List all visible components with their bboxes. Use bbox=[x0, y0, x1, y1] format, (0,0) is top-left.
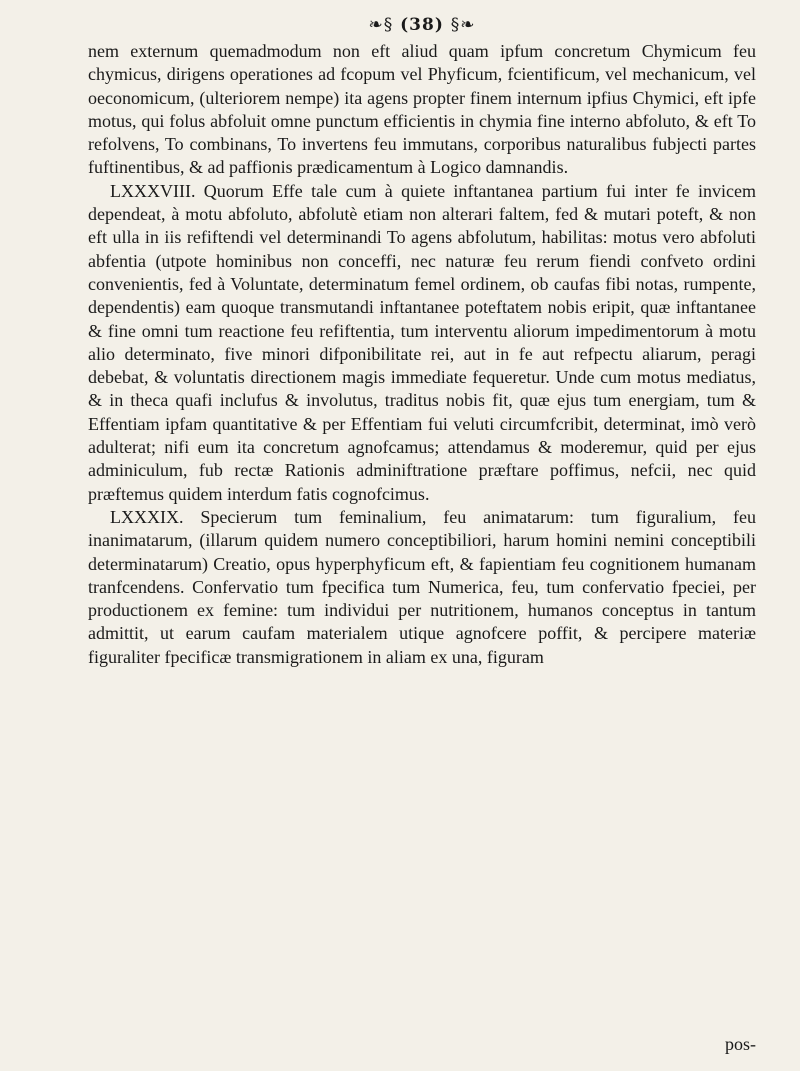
body-text bbox=[88, 40, 756, 669]
paragraph-lxxxix: LXXXIX. Specierum tum feminalium, feu animatarum: tum figuralium, feu inanimatarum, (illarum quidem numero conceptibiliori, harum homini nemini conceptibili determinatarum) Creatio, opus hyperphyficum eft, & fapientiam feu cognitionem humanam tranfcendens. Confervatio tum fpecifica tum Numerica, feu, tum confervatio fpeciei, per productionem ex femine: tum individui per nutritionem, humanos conceptus in tantum admittit, ut earum caufam materialem utique agnofcere poffit, & percipere materiæ figuraliter fpecificæ transmigrationem in aliam ex una, figuram bbox=[88, 506, 756, 667]
paragraph-lxxxviii: LXXXVIII. Quorum Effe tale cum à quiete inftantanea partium fui inter fe invicem dependeat, à motu abfoluto, abfolutè etiam non alterari faltem, fed & mutari poteft, & non eft ulla in iis refiftendi vel determinandi To agens abfolutum, habilitas: motus vero abfoluti abfentia (utpote hominibus non conceffi, nec naturæ feu rerum fiendi confveto ordini convenientis, fed à Voluntate, determinatum femel ordinem, ob caufas fibi notas, rumpente, dependentis) eam quoque transmutandi inftantanee poteftatem nobis eripit, quæ inftantanee & fine omni tum reactione feu refiftentia, tum interventu aliorum impedimentorum à motu alio determinato, five minori difponibilitate rei, aut in fe aut refpectu aliarum, peragi debebat, & voluntatis directionem magis immediate fequeretur. Unde cum motus mediatus, & in theca quafi inclufus & involutus, traditus nobis fit, quæ ejus tum energiam, tum & Effentiam ipfam quantitative & per Effentiam fui veluti circumfcribit, determinat, imò verò adulterat; nifi eum ita concretum agnofcamus; attendamus & moderemur, quid per ejus adminiculum, fub rectæ Rationis adminiftratione præftare poffimus, nefcii, nec quid præftemus quidem interdum fatis cognofcimus. bbox=[88, 180, 756, 504]
paragraph-continuation: nem externum quemadmodum non eft aliud quam ipfum concretum Chymicum feu chymicus, dirigens operationes ad fcopum vel Phyficum, fcientificum, vel mechanicum, vel oeconomicum, (ulteriorem nempe) ita agens propter finem internum ipfius Chymici, eft ipfe motus, qui folus abfoluit omne punctum efficientis in chymia fine interno abfoluto, & eft To refolvens, To combinans, To invertens feu immutans, corporibus naturalibus fubjecti partes fuftinentibus, & ad paffionis prædicamentum à Logico damnandis. bbox=[88, 41, 756, 178]
right-ornament: §❧ bbox=[450, 15, 476, 35]
left-ornament: ❧§ bbox=[368, 15, 394, 35]
page-header bbox=[88, 14, 756, 36]
catchword: pos- bbox=[725, 1034, 756, 1054]
page-number: (38) bbox=[400, 15, 444, 35]
